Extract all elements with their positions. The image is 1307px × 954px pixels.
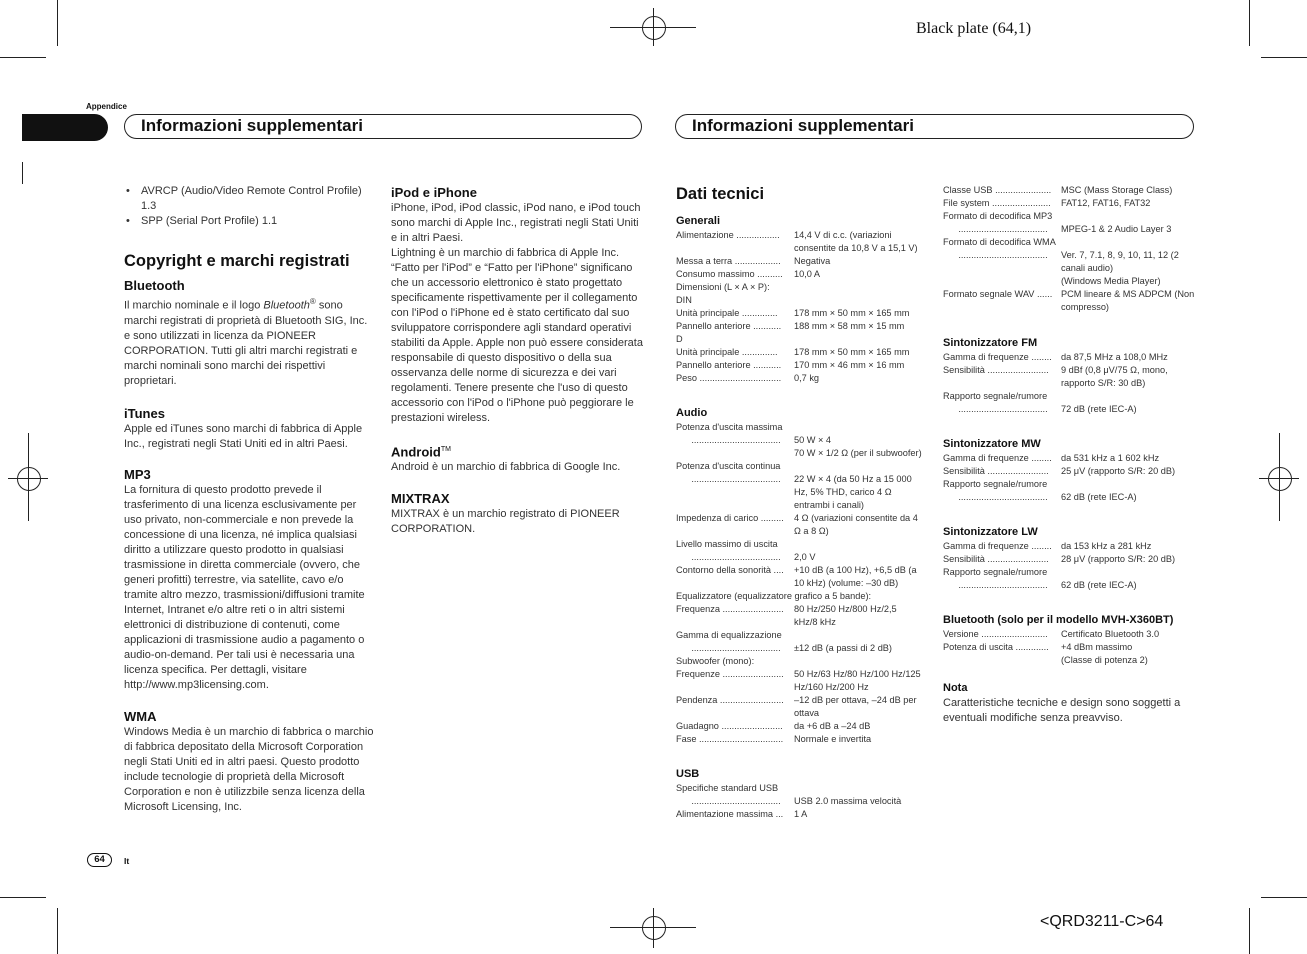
spec-heading: Sintonizzatore MW [943,438,1041,450]
spec-row [676,782,922,795]
spec-label: Potenza d'uscita massima [676,422,783,432]
page-number: 64 [87,853,112,867]
spec-row [676,421,922,434]
section-title: Dati tecnici [676,185,765,203]
spec-value: 28 μV (rapporto S/R: 20 dB) [1061,554,1176,564]
column-2 [391,185,643,537]
spec-row [676,795,922,808]
spec-row [943,553,1195,566]
spec-row [943,390,1195,403]
spec-row [676,294,922,307]
spec-value: ±12 dB (a passi di 2 dB) [794,643,892,653]
spec-list [943,184,1195,314]
spec-row [943,540,1195,553]
header-bar-right [675,114,1194,139]
spec-label: ................................... [676,552,781,562]
paragraph: Android è un marchio di fabbrica di Google Inc. [391,461,621,474]
spec-heading: Nota [943,682,968,694]
header-title: Informazioni supplementari [692,116,914,135]
spec-value: 14,4 V di c.c. (variazioni consentite da 10,8 V a 15,1 V) [794,230,918,253]
spec-label: Gamma di frequenze ........ [943,453,1052,463]
spec-row [676,281,922,294]
spec-list [943,628,1195,667]
crop-mark [0,897,46,898]
spec-value: 9 dBf (0,8 μV/75 Ω, mono, rapporto S/R: 30 dB) [1061,365,1168,388]
spec-label: File system ....................... [943,198,1051,208]
spec-value: 62 dB (rete IEC-A) [1061,492,1137,502]
spec-value: PCM lineare & MS ADPCM (Non compresso) [1061,289,1195,312]
spec-row [943,364,1195,390]
spec-label: Messa a terra .................. [676,256,781,266]
crop-mark [1249,0,1250,46]
spec-value: Ver. 7, 7.1, 8, 9, 10, 11, 12 (2 canali audio) (Windows Media Player) [1061,250,1179,286]
crop-mark [1261,57,1307,58]
spec-list [943,452,1195,504]
spec-value: da 87,5 MHz a 108,0 MHz [1061,352,1168,362]
paragraph: La fornitura di questo prodotto prevede il trasferimento di una licenza esclusivamente per uso privato, non-commerciale e non prevede la concessione di una licenza, né implica qualsiasi diritto a utilizzare questo prodotto in qualsiasi trasmissione in diretta commerciale (ovvero, che generi profitti) terrestre, via satellite, cavo e/o tramite altro mezzo, trasmissioni/diffusioni tramite Internet, Intranet e/o altre reti o in altri sistemi elettronici di distribuzione di contenuti, come applicazioni di trasmissione audio a pagamento o audio-on-demand. Per tali usi è necessaria una licenza specifica. Per dettagli, visitare http://www.mp3licensing.com. [124,483,365,691]
spec-label: ................................... [943,580,1048,590]
spec-value: 22 W × 4 (da 50 Hz a 15 000 Hz, 5% THD, carico 4 Ω entrambi i canali) [794,474,912,510]
spec-row [943,351,1195,364]
spec-value: +10 dB (a 100 Hz), +6,5 dB (a 10 kHz) (volume: –30 dB) [794,565,917,588]
column-1 [124,184,374,815]
spec-value: da 531 kHz a 1 602 kHz [1061,453,1160,463]
spec-label: Livello massimo di uscita [676,539,778,549]
spec-row [676,603,922,629]
column-3 [676,184,922,821]
header-bar-left [124,114,642,139]
spec-value: –12 dB per ottava, –24 dB per ottava [794,695,917,718]
spec-value: 50 Hz/63 Hz/80 Hz/100 Hz/125 Hz/160 Hz/200 Hz [794,669,921,692]
crop-mark [1249,908,1250,954]
spec-label: ................................... [943,250,1048,260]
spec-label: Unità principale .............. [676,308,778,318]
spec-row [943,210,1195,223]
column-4 [943,184,1195,726]
spec-label: Potenza d'uscita continua [676,461,781,471]
spec-row [676,346,922,359]
spec-value: 50 W × 4 70 W × 1/2 Ω (per il subwoofer) [794,435,922,458]
text-run: sono marchi registrati di proprietà di Bluetooth SIG, Inc. e sono utilizzati in licenza da PIONEER CORPORATION. Tutti gli altri marchi registrati e marchi nominali sono marchi dei rispettivi proprietari. [124,299,368,387]
paragraph: Lightning è un marchio di fabbrica di Apple Inc. “Fatto per l'iPod” e “Fatto per l'iPhone” significano che un accessorio elettronico è stato progettato specificamente rispettivamente per il collegamento con l'iPod o l'iPhone ed è stato certificato dal suo sviluppatore corrispondere agli standard operativi stabiliti da Apple. Apple non può essere considerata responsabile di questo dispositivo o della sua osservanza delle norme di sicurezza e dei vari regolamenti. Tenere presente che l'uso di questo accessorio con l'iPod o l'iPhone può peggiorare le prestazioni wireless. [391,247,643,424]
paragraph [124,294,374,389]
spec-label: Formato segnale WAV ...... [943,289,1053,299]
section-label: Appendice [86,102,127,111]
spec-label: Alimentazione ................. [676,230,780,240]
spec-label: ................................... [676,643,781,653]
spec-value: 178 mm × 50 mm × 165 mm [794,347,910,357]
spec-list [676,782,922,821]
spec-label: Rapporto segnale/rumore [943,567,1048,577]
list-item: • SPP (Serial Port Profile) 1.1 [124,214,374,229]
margin-line [22,162,23,184]
spec-value: USB 2.0 massima velocità [794,796,902,806]
spec-row [943,452,1195,465]
spec-row [676,564,922,590]
spec-list [676,421,922,746]
paragraph: iPhone, iPod, iPod classic, iPod nano, e iPod touch sono marchi di Apple Inc., registrati negli Stati Uniti e in altri Paesi. [391,202,641,244]
subsection-title: MP3 [124,466,151,482]
spec-label: ................................... [676,796,781,806]
spec-label: Gamma di frequenze ........ [943,541,1052,551]
language-code: It [124,856,130,866]
spec-row [676,720,922,733]
spec-row [676,642,922,655]
document-code: <QRD3211-C>64 [1040,913,1164,930]
spec-label: Versione .......................... [943,629,1048,639]
spec-row [676,372,922,385]
paragraph: Caratteristiche tecniche e design sono soggetti a eventuali modifiche senza preavviso. [943,697,1181,724]
spec-label: ................................... [943,224,1048,234]
spec-label: Guadagno ........................ [676,721,783,731]
spec-value: da +6 dB a –24 dB [794,721,871,731]
spec-row [676,229,922,255]
spec-label: Consumo massimo .......... [676,269,783,279]
spec-value: +4 dBm massimo (Classe di potenza 2) [1061,642,1148,665]
spec-row [676,359,922,372]
spec-label: Specifiche standard USB [676,783,779,793]
spec-row [676,255,922,268]
spec-label: Formato di decodifica WMA [943,237,1056,247]
list-item: • AVRCP (Audio/Video Remote Control Profile) 1.3 [124,184,374,214]
spec-value: 178 mm × 50 mm × 165 mm [794,308,910,318]
spec-row [943,491,1195,504]
header-title: Informazioni supplementari [141,116,363,135]
subsection-title [391,442,643,460]
spec-row [943,184,1195,197]
paragraph: Apple ed iTunes sono marchi di fabbrica di Apple Inc., registrati negli Stati Uniti ed in altri Paesi. [124,422,363,450]
spec-label: Sensibilità ........................ [943,554,1049,564]
spec-row [943,249,1195,288]
spec-label: Potenza di uscita ............. [943,642,1049,652]
spec-label: DIN [676,295,692,305]
spec-value: MPEG-1 & 2 Audio Layer 3 [1061,224,1172,234]
crop-mark [57,908,58,954]
spec-value: 62 dB (rete IEC-A) [1061,580,1137,590]
spec-list [943,351,1195,416]
spec-row [943,197,1195,210]
spec-row [676,668,922,694]
spec-row [676,808,922,821]
spec-heading: Sintonizzatore FM [943,337,1038,349]
spec-row [943,641,1195,667]
spec-value: 72 dB (rete IEC-A) [1061,404,1137,414]
spec-value: 170 mm × 46 mm × 16 mm [794,360,905,370]
text-run: Bluetooth [263,299,310,312]
spec-label: Peso ................................ [676,373,782,383]
spec-row [676,694,922,720]
spec-row [943,478,1195,491]
subsection-title: WMA [124,708,157,724]
spec-row [676,629,922,642]
spec-label: Frequenza ........................ [676,604,784,614]
spec-value: da 153 kHz a 281 kHz [1061,541,1152,551]
spec-label: Contorno della sonorità .... [676,565,784,575]
spec-label: Impedenza di carico ......... [676,513,784,523]
spec-row [676,460,922,473]
crop-mark [1261,897,1307,898]
spec-row [676,551,922,564]
spec-label: Gamma di frequenze ........ [943,352,1052,362]
spec-label: ................................... [676,435,781,445]
section-tab [22,114,108,141]
spec-label: Dimensioni (L × A × P): [676,282,770,292]
subsection-title: MIXTRAX [391,491,450,507]
spec-label: Pendenza ......................... [676,695,784,705]
registration-target-icon [1268,467,1292,491]
spec-label: Sensibilità ........................ [943,466,1049,476]
spec-row [943,223,1195,236]
spec-label: ................................... [676,474,781,484]
spec-row [676,655,922,668]
spec-heading: Audio [676,407,708,419]
spec-row [676,590,922,603]
spec-label: ................................... [943,492,1048,502]
spec-row [676,268,922,281]
spec-label: Rapporto segnale/rumore [943,479,1048,489]
spec-row [943,403,1195,416]
paragraph: MIXTRAX è un marchio registrato di PIONEER CORPORATION. [391,508,620,536]
subsection-title: iPod e iPhone [391,185,477,200]
spec-row [943,236,1195,249]
spec-row [676,512,922,538]
spec-label: Sensibilità ........................ [943,365,1049,375]
spec-value: 4 Ω (variazioni consentite da 4 Ω a 8 Ω) [794,513,918,536]
plate-label: Black plate (64,1) [916,20,1032,37]
spec-heading: USB [676,768,700,780]
spec-row [676,333,922,346]
registration-target-icon [17,467,41,491]
spec-row [676,320,922,333]
spec-value: FAT12, FAT16, FAT32 [1061,198,1151,208]
subsection-title: Bluetooth [124,278,185,293]
spec-value: 10,0 A [794,269,821,279]
spec-row [676,733,922,746]
spec-heading: Sintonizzatore LW [943,526,1038,538]
spec-label: D [676,334,683,344]
spec-value: 80 Hz/250 Hz/800 Hz/2,5 kHz/8 kHz [794,604,897,627]
spec-value: Certificato Bluetooth 3.0 [1061,629,1160,639]
spec-value: 25 μV (rapporto S/R: 20 dB) [1061,466,1176,476]
spec-value: 1 A [794,809,808,819]
spec-value: MSC (Mass Storage Class) [1061,185,1173,195]
spec-value: 0,7 kg [794,373,820,383]
spec-row [943,465,1195,478]
spec-label: Formato di decodifica MP3 [943,211,1053,221]
spec-row [676,538,922,551]
spec-label: Classe USB ...................... [943,185,1052,195]
spec-value: 2,0 V [794,552,816,562]
crop-mark [0,57,46,58]
spec-label: Pannello anteriore ........... [676,360,782,370]
spec-row [943,628,1195,641]
spec-row [943,579,1195,592]
spec-row [676,307,922,320]
paragraph: Windows Media è un marchio di fabbrica o marchio di fabbrica depositato della Microsoft Corporation negli Stati Uniti ed in altri paesi. Questo prodotto include tecnologie di proprietà della Microsoft Corporation e non è utilizzbile senza licenza della Microsoft Licensing, Inc. [124,725,374,813]
spec-row [943,566,1195,579]
spec-label: Frequenze ........................ [676,669,784,679]
spec-heading: Bluetooth (solo per il modello MVH-X360BT) [943,614,1174,626]
subsection-title: iTunes [124,405,165,421]
spec-label: Subwoofer (mono): [676,656,755,666]
spec-row [676,434,922,460]
spec-label: Fase ................................. [676,734,784,744]
spec-label: Equalizzatore (equalizzatore grafico a 5 bande): [676,591,872,601]
spec-label: Rapporto segnale/rumore [943,391,1048,401]
text-run: Android [391,444,441,460]
spec-list [676,229,922,385]
spec-row [943,288,1195,314]
spec-heading: Generali [676,215,721,227]
trademark-mark: TM [440,446,451,453]
section-title: Copyright e marchi registrati [124,252,350,270]
spec-label: Alimentazione massima ... [676,809,784,819]
registration-target-icon [642,16,666,40]
spec-label: ................................... [943,404,1048,414]
crop-mark [57,0,58,46]
text-run: Il marchio nominale e il logo [124,299,264,312]
registration-target-icon [642,916,666,940]
spec-label: Unità principale .............. [676,347,778,357]
spec-value: 188 mm × 58 mm × 15 mm [794,321,905,331]
spec-list [943,540,1195,592]
registered-mark: ® [309,297,316,306]
spec-value: Negativa [794,256,831,266]
spec-label: Pannello anteriore ........... [676,321,782,331]
spec-label: Gamma di equalizzazione [676,630,782,640]
spec-value: Normale e invertita [794,734,872,744]
spec-row [676,473,922,512]
